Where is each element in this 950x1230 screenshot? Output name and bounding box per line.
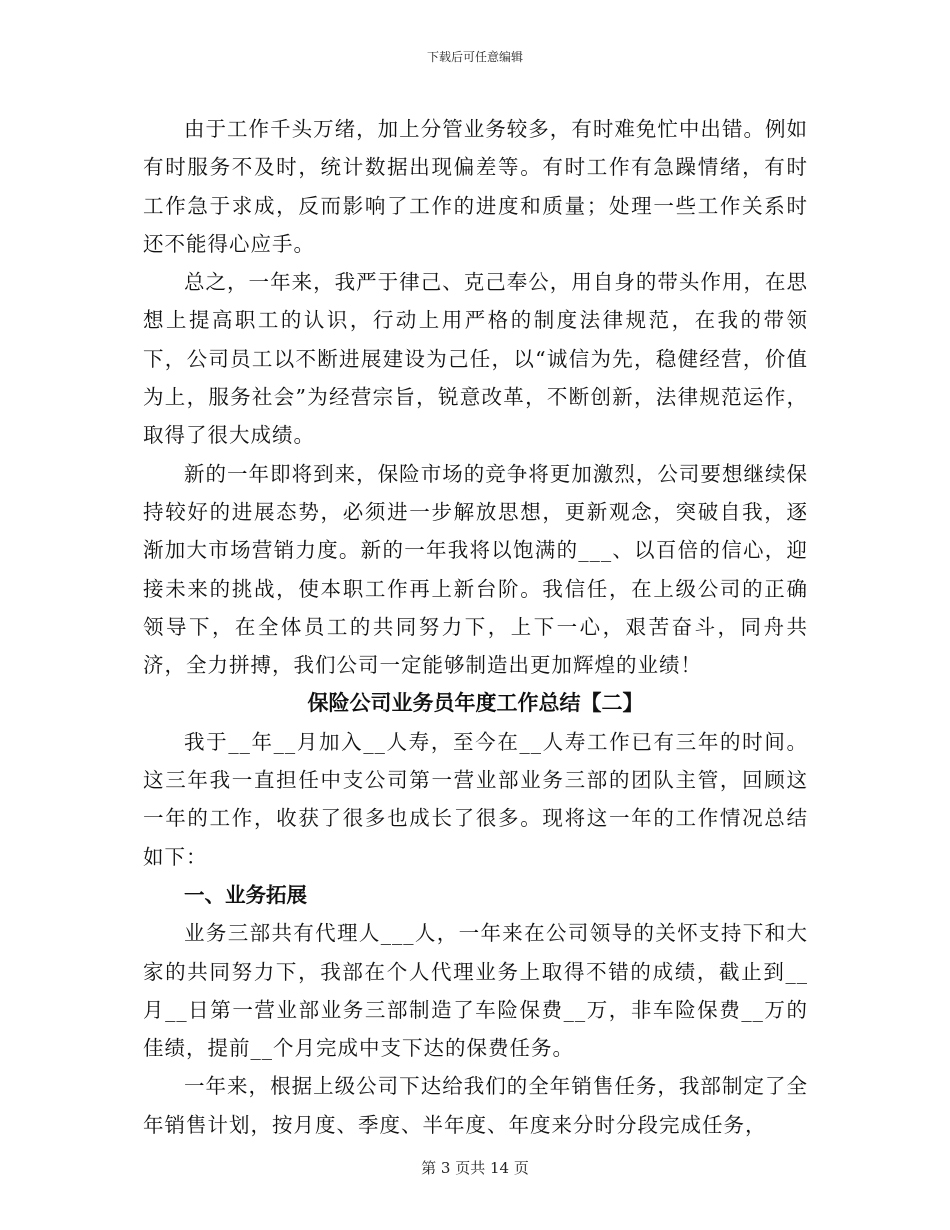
document-body [143, 110, 808, 1144]
paragraph-6: 一年来，根据上级公司下达给我们的全年销售任务，我部制定了全年销售计划，按月度、季度、半年度、年度来分时分段完成任务， [143, 1074, 808, 1137]
paragraph-1: 由于工作千头万绪，加上分管业务较多，有时难免忙中出错。例如有时服务不及时，统计数据出现偏差等。有时工作有急躁情绪，有时工作急于求成，反而影响了工作的进度和质量；处理一些工作关系时还不能得心应手。 [143, 117, 808, 256]
page-number-footer: 第 3 页共 14 页 [421, 1159, 529, 1177]
paragraph-2: 总之，一年来，我严于律己、克己奉公，用自身的带头作用，在思想上提高职工的认识，行动上用严格的制度法律规范，在我的带领下，公司员工以不断进展建设为己任，以“诚信为先，稳健经营，价值为上，服务社会”为经营宗旨，锐意改革，不断创新，法律规范运作，取得了很大成绩。 [143, 270, 808, 448]
section-heading-business-expansion: 一、业务拓展 [184, 882, 307, 907]
section-title: 保险公司业务员年度工作总结【二】 [307, 691, 644, 716]
paragraph-5: 业务三部共有代理人___人，一年来在公司领导的关怀支持下和大家的共同努力下，我部在个人代理业务上取得不错的成绩，截止到__月__日第一营业部业务三部制造了车险保费__万，非车险保费__万的佳绩，提前__个月完成中支下达的保费任务。 [143, 921, 808, 1061]
paragraph-3: 新的一年即将到来，保险市场的竞争将更加激烈，公司要想继续保持较好的进展态势，必须进一步解放思想，更新观念，突破自我，逐渐加大市场营销力度。新的一年我将以饱满的___、以百倍的信心，迎接未来的挑战，使本职工作再上新台阶。我信任，在上级公司的正确领导下，在全体员工的共同努力下，上下一心，艰苦奋斗，同舟共济，全力拼搏，我们公司一定能够制造出更加辉煌的业绩！ [143, 461, 808, 678]
page-header-note: 下载后可任意编辑 [426, 50, 523, 64]
paragraph-4: 我于__年__月加入__人寿，至今在__人寿工作已有三年的时间。这三年我一直担任中支公司第一营业部业务三部的团队主管，回顾这一年的工作，收获了很多也成长了很多。现将这一年的工作情况总结如下： [143, 729, 808, 869]
